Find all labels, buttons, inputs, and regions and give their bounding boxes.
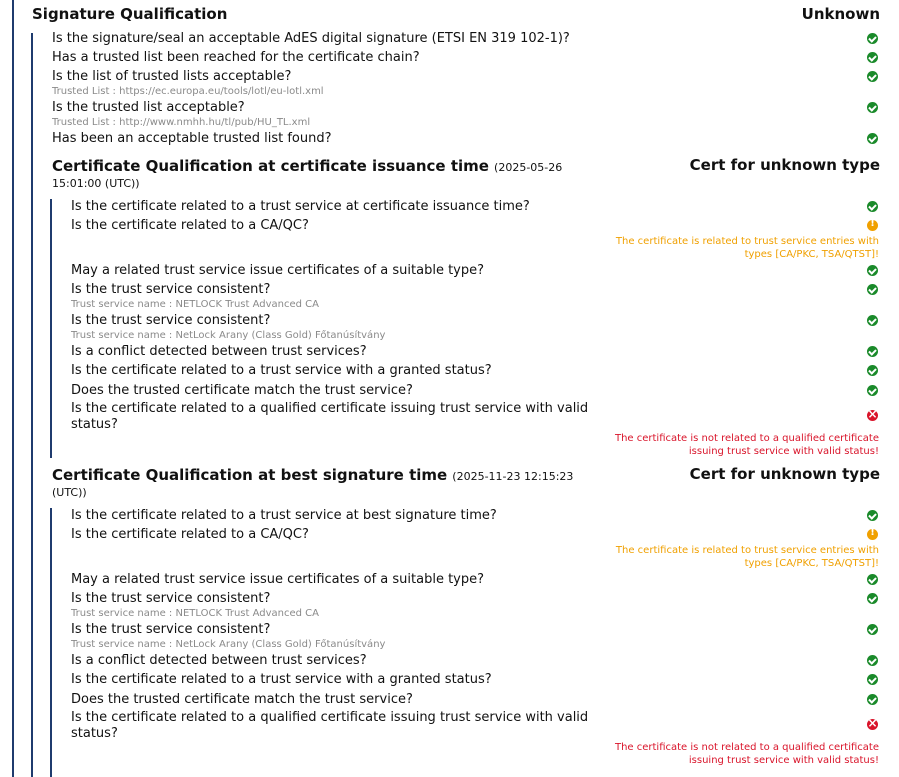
check-text: Is the certificate related to a CA/QC? <box>71 218 309 233</box>
check-text-cont: status? <box>71 417 118 432</box>
check-ok-icon <box>867 574 878 585</box>
error-icon <box>867 719 878 730</box>
check-text: Has a trusted list been reached for the certificate chain? <box>52 50 420 65</box>
check-text: Is the certificate related to a trust service at best signature time? <box>71 508 497 523</box>
check-ok-icon <box>867 593 878 604</box>
cert-qualification-best-time-bar <box>50 508 52 777</box>
check-text: Is the certificate related to a trust service with a granted status? <box>71 363 492 378</box>
check-ok-icon <box>867 201 878 212</box>
check-ok-icon <box>867 71 878 82</box>
warning-message-line: types [CA/PKC, TSA/QTST]! <box>744 558 879 569</box>
check-text: Is the certificate related to a trust service at certificate issuance time? <box>71 199 530 214</box>
check-ok-icon <box>867 315 878 326</box>
trust-service-name: Trust service name : NETLOCK Trust Advanced CA <box>71 299 319 310</box>
cert-qualification-best-time-date: (2025-11-23 12:15:23 <box>452 470 574 483</box>
check-text: Is the certificate related to a trust service with a granted status? <box>71 672 492 687</box>
check-text: Is the trust service consistent? <box>71 591 271 606</box>
check-ok-icon <box>867 133 878 144</box>
check-ok-icon <box>867 346 878 357</box>
check-text: Is a conflict detected between trust services? <box>71 344 367 359</box>
trusted-list-url: Trusted List : http://www.nmhh.hu/tl/pub/HU_TL.xml <box>52 117 311 128</box>
check-text: Is a conflict detected between trust services? <box>71 653 367 668</box>
cert-qualification-best-time-header <box>52 465 880 501</box>
signature-section-bar <box>31 33 33 777</box>
error-message-line: issuing trust service with valid status! <box>688 446 879 457</box>
warning-message <box>616 544 879 570</box>
check-ok-icon <box>867 655 878 666</box>
error-message-line: The certificate is not related to a qualified certificate <box>614 742 879 753</box>
check-ok-icon <box>867 102 878 113</box>
outer-section-bar <box>12 0 14 777</box>
check-text: May a related trust service issue certificates of a suitable type? <box>71 263 485 278</box>
check-text: Is the signature/seal an acceptable AdES digital signature (ETSI EN 319 102-1)? <box>52 31 570 46</box>
cert-qualification-best-time-status: Cert for unknown type <box>689 465 880 483</box>
warning-message-line: The certificate is related to trust service entries with <box>615 236 879 247</box>
signature-qualification-title: Signature Qualification <box>32 5 228 23</box>
warning-icon <box>867 529 878 540</box>
check-text: Has been an acceptable trusted list found? <box>52 131 332 146</box>
check-text: Is the trust service consistent? <box>71 313 271 328</box>
trusted-list-url: Trusted List : https://ec.europa.eu/tools/lotl/eu-lotl.xml <box>52 86 324 97</box>
warning-message-line: types [CA/PKC, TSA/QTST]! <box>744 249 879 260</box>
check-ok-icon <box>867 33 878 44</box>
trust-service-name: Trust service name : NetLock Arany (Class Gold) Főtanúsítvány <box>71 639 386 650</box>
check-text: Is the certificate related to a CA/QC? <box>71 527 309 542</box>
check-text: Is the trusted list acceptable? <box>52 100 245 115</box>
warning-message-line: The certificate is related to trust service entries with <box>615 545 879 556</box>
check-ok-icon <box>867 284 878 295</box>
error-message <box>615 741 879 767</box>
warning-icon <box>867 220 878 231</box>
check-text: May a related trust service issue certificates of a suitable type? <box>71 572 485 587</box>
cert-qualification-best-time-title: Certificate Qualification at best signature time <box>52 466 448 484</box>
check-ok-icon <box>867 52 878 63</box>
error-message <box>615 432 879 458</box>
check-ok-icon <box>867 365 878 376</box>
cert-qualification-issuance-date: (2025-05-26 <box>494 161 563 174</box>
check-ok-icon <box>867 674 878 685</box>
check-text: Does the trusted certificate match the trust service? <box>71 383 413 398</box>
check-ok-icon <box>867 265 878 276</box>
check-text: Does the trusted certificate match the trust service? <box>71 692 413 707</box>
error-icon <box>867 410 878 421</box>
signature-qualification-header <box>32 5 880 27</box>
check-ok-icon <box>867 694 878 705</box>
warning-message <box>616 235 879 261</box>
check-text: Is the certificate related to a qualified certificate issuing trust service with valid <box>71 710 589 725</box>
check-text: Is the trust service consistent? <box>71 622 271 637</box>
trust-service-name: Trust service name : NetLock Arany (Class Gold) Főtanúsítvány <box>71 330 386 341</box>
check-ok-icon <box>867 385 878 396</box>
check-text: Is the trust service consistent? <box>71 282 271 297</box>
check-ok-icon <box>867 624 878 635</box>
cert-qualification-best-time-date-cont: (UTC)) <box>52 486 87 499</box>
cert-qualification-issuance-bar <box>50 199 52 458</box>
cert-qualification-issuance-date-cont: 15:01:00 (UTC)) <box>52 177 140 190</box>
check-text: Is the list of trusted lists acceptable? <box>52 69 292 84</box>
error-message-line: The certificate is not related to a qualified certificate <box>614 433 879 444</box>
check-text: Is the certificate related to a qualified certificate issuing trust service with valid <box>71 401 589 416</box>
signature-qualification-status: Unknown <box>801 5 880 23</box>
check-text-cont: status? <box>71 726 118 741</box>
cert-qualification-issuance-title: Certificate Qualification at certificate issuance time <box>52 157 489 175</box>
trust-service-name: Trust service name : NETLOCK Trust Advanced CA <box>71 608 319 619</box>
check-ok-icon <box>867 510 878 521</box>
cert-qualification-issuance-header <box>52 156 880 192</box>
error-message-line: issuing trust service with valid status! <box>688 755 879 766</box>
cert-qualification-issuance-status: Cert for unknown type <box>689 156 880 174</box>
